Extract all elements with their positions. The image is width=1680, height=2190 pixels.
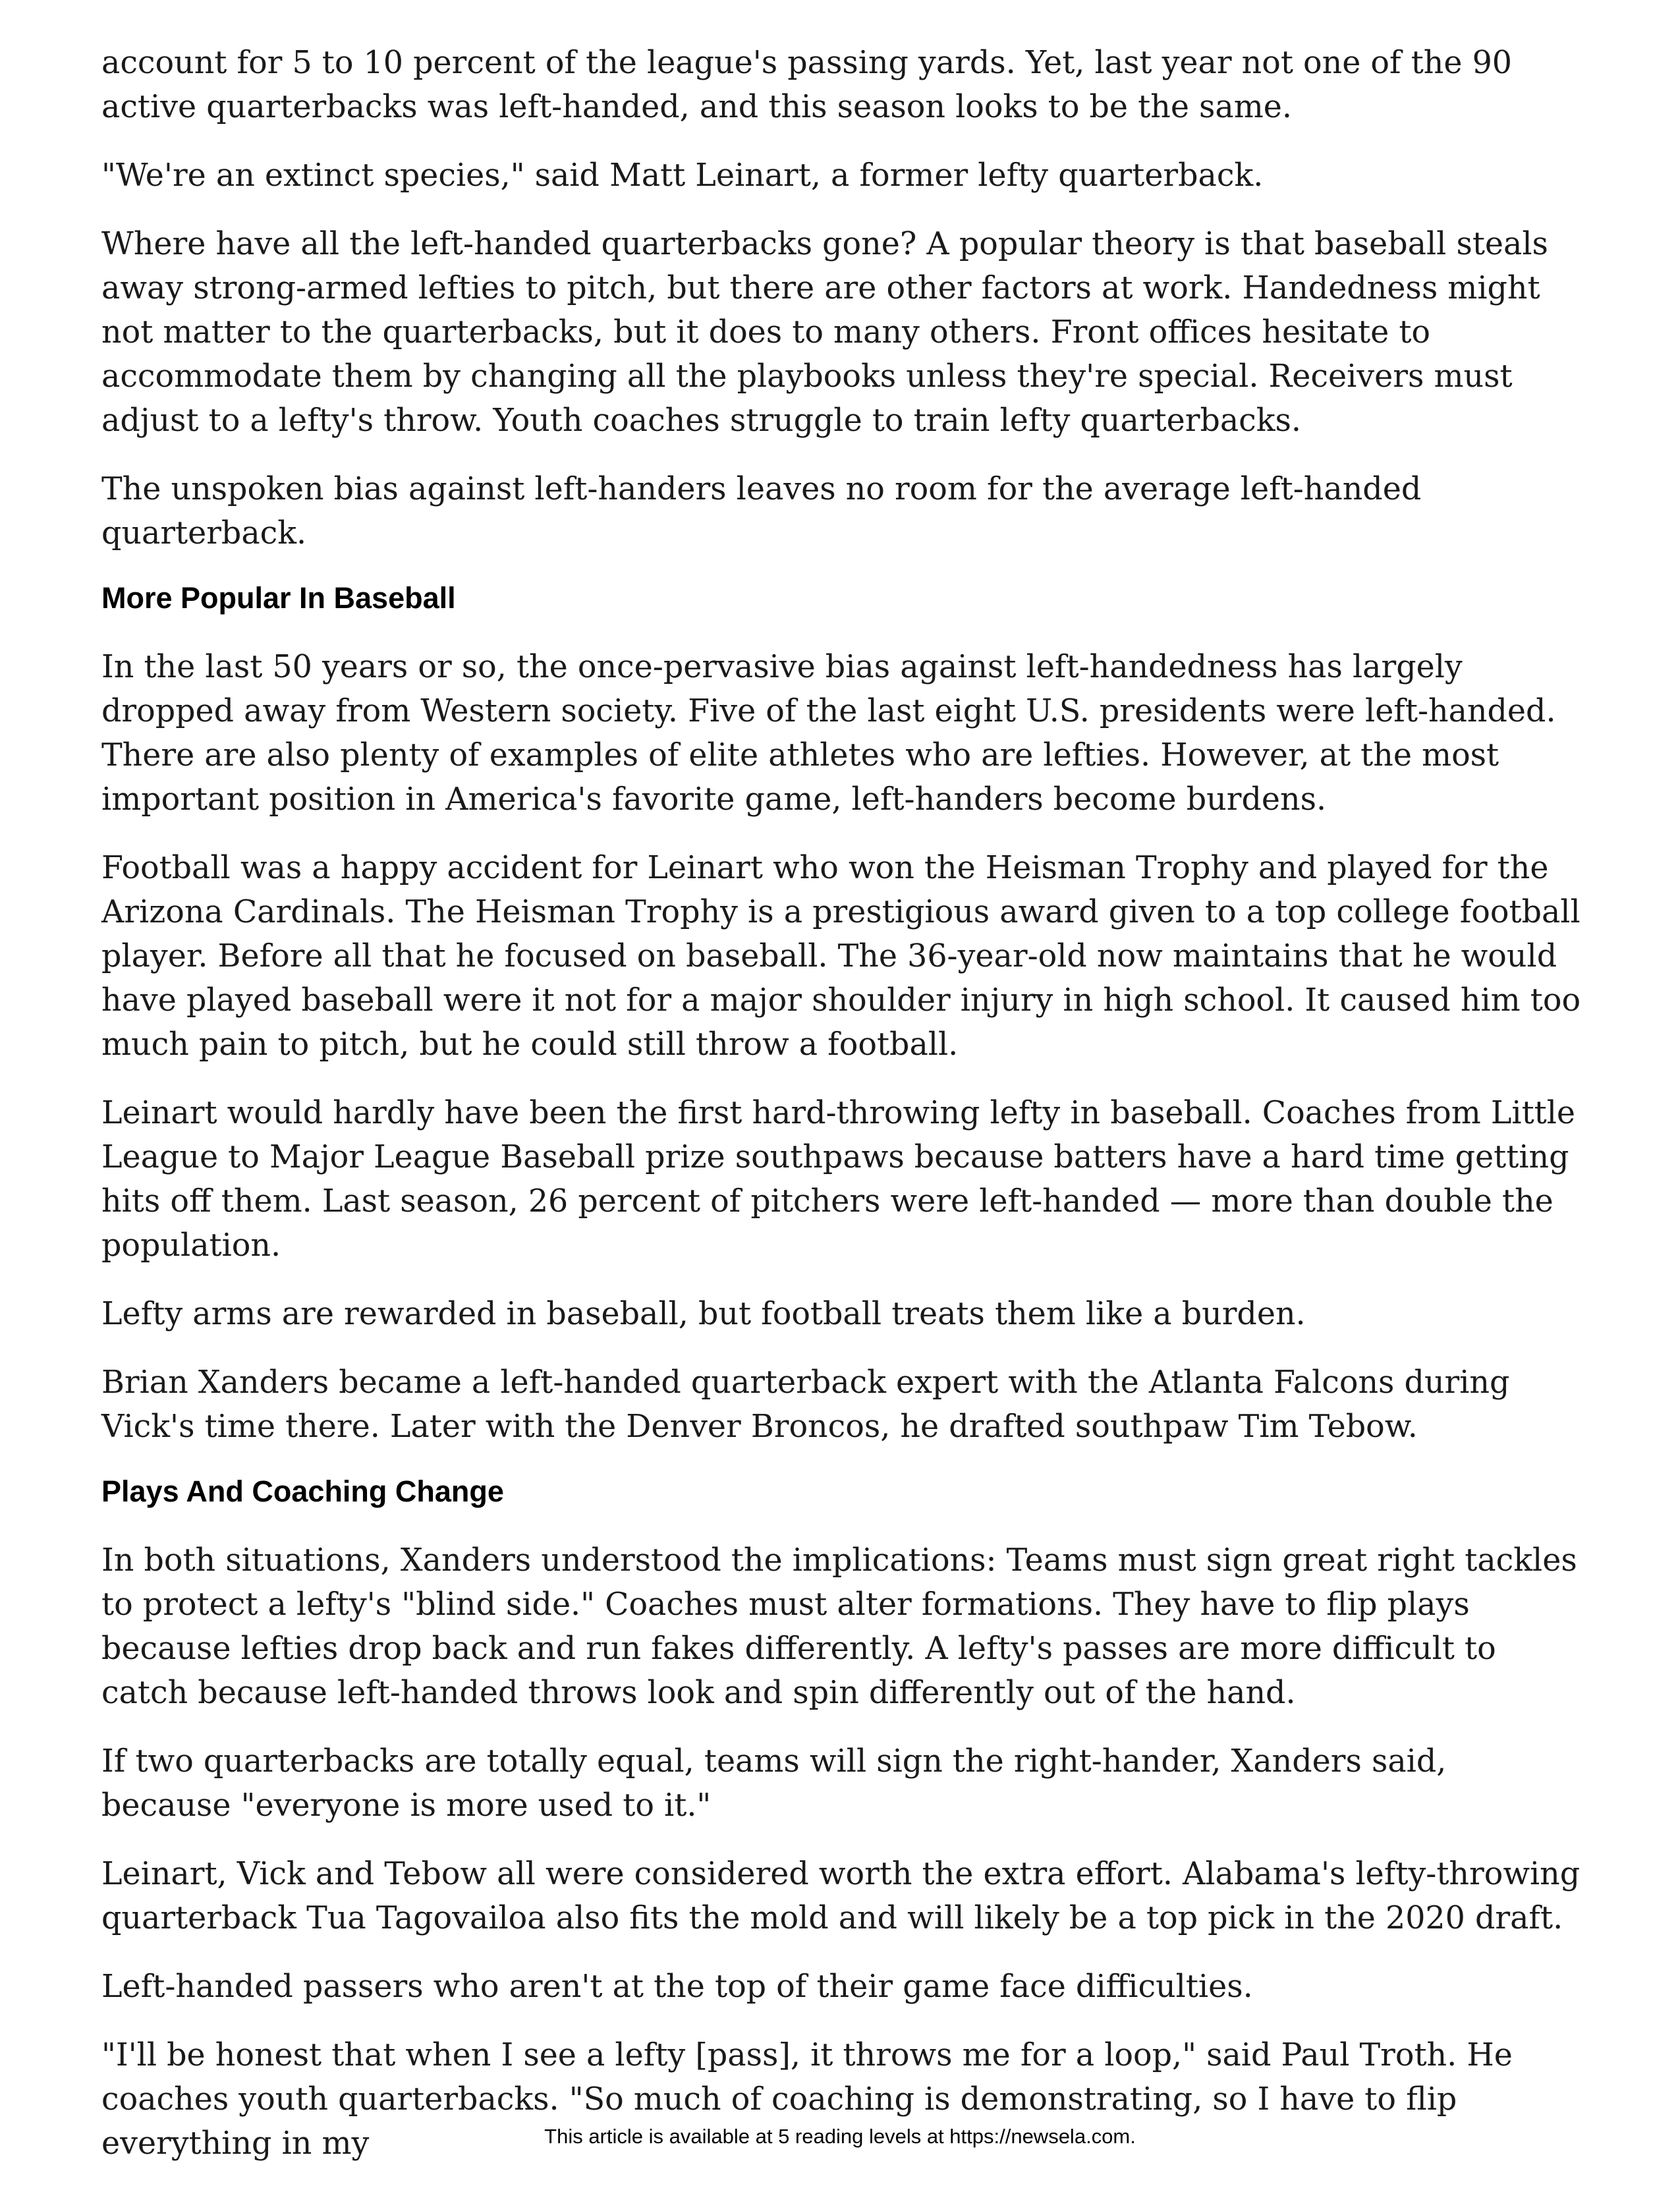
paragraph: In the last 50 years or so, the once-pervasive bias against left-handedness has largely dropped away from Western society. Five of the last eight U.S. presidents were left-handed. There are also plenty of examples of elite athletes who are lefties. However, at the most important position in America's favorite game, left-handers become burdens. <box>101 649 1556 818</box>
paragraph: The unspoken bias against left-handers leaves no room for the average left-handed quarterback. <box>101 471 1422 551</box>
paragraph: Lefty arms are rewarded in baseball, but football treats them like a burden. <box>101 1296 1306 1332</box>
paragraph: account for 5 to 10 percent of the league's passing yards. Yet, last year not one of the 90 active quarterbacks was left-handed, and this season looks to be the same. <box>101 45 1513 125</box>
paragraph: Left-handed passers who aren't at the top of their game face difficulties. <box>101 1969 1253 2005</box>
paragraph: Leinart would hardly have been the first hard-throwing lefty in baseball. Coaches from Little League to Major League Baseball prize southpaws because batters have a hard time getting hits off them. Last season, 26 percent of pitchers were left-handed — more than double the population. <box>101 1095 1576 1264</box>
paragraph: "We're an extinct species," said Matt Leinart, a former lefty quarterback. <box>101 157 1264 194</box>
paragraph: "I'll be honest that when I see a lefty [pass], it throws me for a loop," said Paul Troth. He coaches youth quarterbacks. "So much of coaching is demonstrating, so I have to flip everything in my <box>101 2037 1513 2162</box>
paragraph: Where have all the left-handed quarterbacks gone? A popular theory is that baseball steals away strong-armed lefties to pitch, but there are other factors at work. Handedness might not matter to the quarterbacks, but it does to many others. Front offices hesitate to accommodate them by changing all the playbooks unless they're special. Receivers must adjust to a lefty's throw. Youth coaches struggle to train lefty quarterbacks. <box>101 226 1548 439</box>
paragraph: If two quarterbacks are totally equal, teams will sign the right-hander, Xanders said, because "everyone is more used to it." <box>101 1743 1447 1824</box>
article-body <box>101 41 1584 2190</box>
paragraph: Football was a happy accident for Leinart who won the Heisman Trophy and played for the Arizona Cardinals. The Heisman Trophy is a prestigious award given to a top college football player. Before all that he focused on baseball. The 36-year-old now maintains that he would have played baseball were it not for a major shoulder injury in high school. It caused him too much pain to pitch, but he could still throw a football. <box>101 850 1581 1063</box>
paragraph: Leinart, Vick and Tebow all were considered worth the extra effort. Alabama's lefty-throwing quarterback Tua Tagovailoa also fits the mold and will likely be a top pick in the 2020 draft. <box>101 1856 1581 1936</box>
section-heading: More Popular In Baseball <box>101 581 456 615</box>
paragraph: Brian Xanders became a left-handed quarterback expert with the Atlanta Falcons during Vick's time there. Later with the Denver Broncos, he drafted southpaw Tim Tebow. <box>101 1364 1510 1445</box>
section-heading: Plays And Coaching Change <box>101 1474 504 1508</box>
paragraph: In both situations, Xanders understood the implications: Teams must sign great right tackles to protect a lefty's "blind side." Coaches must alter formations. They have to flip plays because lefties drop back and run fakes differently. A lefty's passes are more difficult to catch because left-handed throws look and spin differently out of the hand. <box>101 1542 1577 1711</box>
page-footer: This article is available at 5 reading levels at https://newsela.com. <box>544 2125 1136 2148</box>
